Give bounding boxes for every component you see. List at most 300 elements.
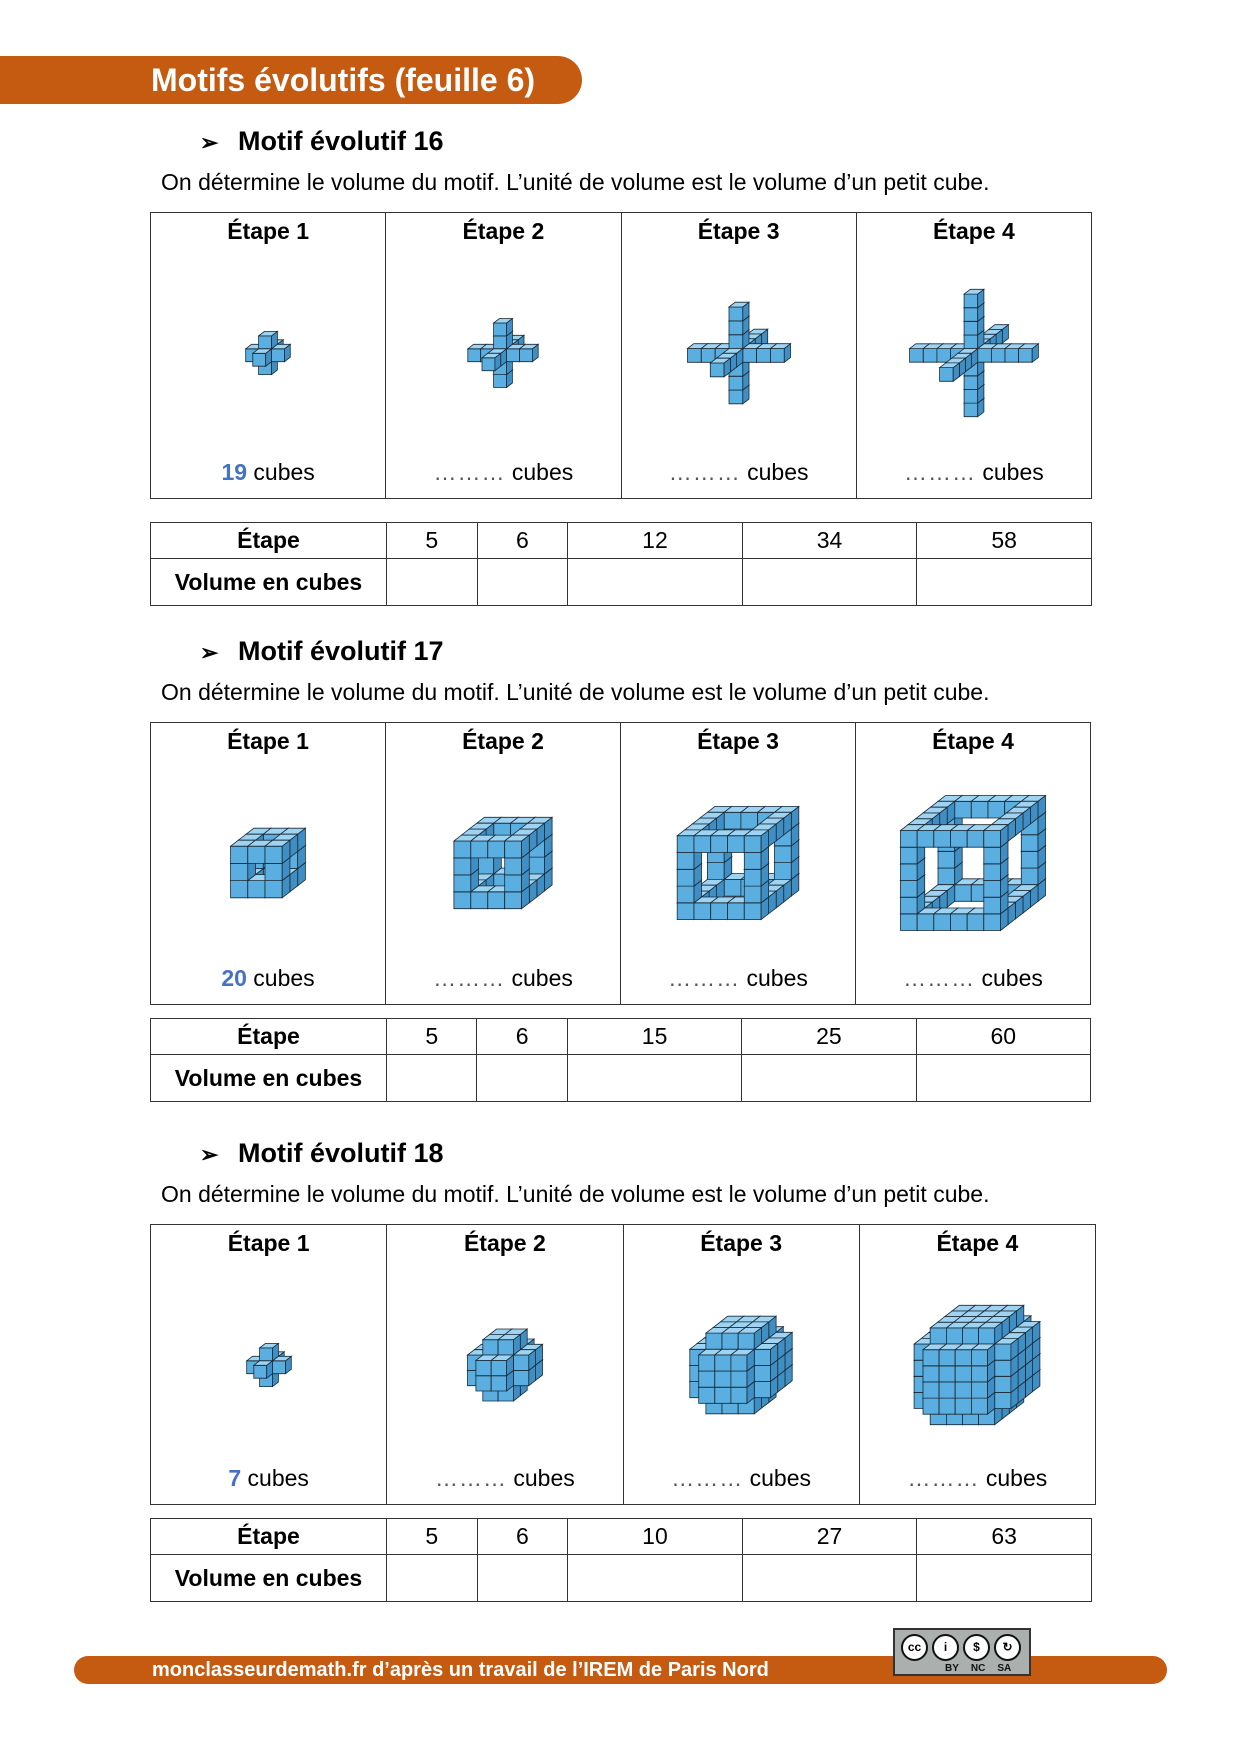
stage-figure <box>624 1265 859 1465</box>
stages-grid <box>150 212 1092 499</box>
cube-face <box>265 863 282 880</box>
cube-face <box>231 863 248 880</box>
volume-table <box>150 1518 1092 1602</box>
cube-face <box>923 1398 939 1414</box>
cube-face <box>988 801 1005 818</box>
volume-answer-cell[interactable] <box>387 559 478 606</box>
volume-answer-cell[interactable] <box>387 1555 478 1602</box>
nc-icon: $ <box>963 1634 990 1661</box>
table-header-etape: Étape <box>151 1019 387 1055</box>
cube-face <box>995 1392 1011 1408</box>
cube-face <box>494 375 507 388</box>
cube-face <box>729 376 743 390</box>
cube-face <box>971 801 988 818</box>
volume-answer-cell[interactable] <box>477 1555 568 1602</box>
cube-face <box>901 914 918 931</box>
stage-count <box>860 1465 1095 1492</box>
cube-ball-icon <box>164 1270 374 1460</box>
cube-face <box>711 903 728 920</box>
stage-count <box>151 459 385 486</box>
cube-face <box>253 1365 266 1378</box>
stage-count <box>622 459 856 486</box>
stage-figure <box>151 763 385 963</box>
count-blank: ……… <box>433 459 506 485</box>
cube-face <box>917 831 934 848</box>
cc-labels <box>945 1663 1011 1674</box>
table-header-volume: Volume en cubes <box>151 1555 387 1602</box>
cube-face <box>984 881 1001 898</box>
cube-face <box>731 1355 747 1371</box>
etape-value: 34 <box>742 523 917 559</box>
count-blank: ……… <box>907 1465 980 1491</box>
cube-face <box>901 831 918 848</box>
stage-title: Étape 3 <box>697 218 780 244</box>
cube-face <box>742 349 756 363</box>
cube-face <box>677 886 694 903</box>
cube-face <box>964 403 978 417</box>
etape-value: 6 <box>477 1519 568 1555</box>
stage-figure <box>856 763 1090 963</box>
cube-face <box>711 836 728 853</box>
cube-face <box>1005 349 1019 363</box>
stage-cell <box>856 723 1090 1004</box>
count-unit: cubes <box>747 459 809 485</box>
cross-3d-icon <box>869 258 1079 448</box>
cube-face <box>731 1387 747 1403</box>
motif-intro: On détermine le volume du motif. L’unité de volume est le volume d’un petit cube. <box>161 1181 990 1207</box>
cube-ball-icon <box>636 1270 846 1460</box>
count-blank: ……… <box>671 1465 744 1491</box>
cube-frame-icon <box>633 768 843 958</box>
license-label-by: BY <box>945 1663 959 1674</box>
cube-face <box>687 349 701 363</box>
license-label-nc: NC <box>970 1663 986 1674</box>
cube-face <box>728 903 745 920</box>
stage-count <box>621 965 855 992</box>
stage-figure <box>386 763 620 963</box>
stage-cell <box>386 723 621 1004</box>
stage-title: Étape 4 <box>936 1230 1019 1256</box>
count-value: 19 <box>221 459 248 485</box>
cube-face <box>724 879 741 896</box>
cube-face <box>984 914 1001 931</box>
volume-answer-cell[interactable] <box>387 1055 477 1102</box>
etape-value: 10 <box>568 1519 743 1555</box>
count-blank: ……… <box>433 965 506 991</box>
cube-face <box>991 349 1005 363</box>
cube-face <box>744 869 761 886</box>
stage-figure <box>151 1265 386 1465</box>
header-bar <box>0 56 582 104</box>
cube-frame-icon <box>398 768 608 958</box>
cube-face <box>744 903 761 920</box>
cube-face <box>498 1340 513 1355</box>
count-blank: ……… <box>903 965 976 991</box>
etape-value: 27 <box>742 1519 917 1555</box>
section-motif-18 <box>0 1136 1241 1591</box>
cube-face <box>729 307 743 321</box>
cube-face <box>984 897 1001 914</box>
cube-face <box>909 349 923 363</box>
stage-title: Étape 4 <box>932 728 1014 754</box>
cube-ball-icon <box>872 1270 1082 1460</box>
cube-face <box>1021 851 1038 868</box>
section-motif-16 <box>0 124 1241 595</box>
cube-face <box>738 1333 754 1349</box>
cube-face <box>468 349 481 362</box>
cube-face <box>454 858 471 875</box>
stage-count <box>151 965 385 992</box>
stage-figure <box>622 253 856 453</box>
arrow-bullet-icon: ➢ <box>200 640 219 665</box>
cube-face <box>770 349 784 363</box>
cube-face <box>964 335 978 349</box>
stage-count <box>386 459 620 486</box>
cube-face <box>938 851 955 868</box>
cube-face <box>972 1366 988 1382</box>
volume-answer-cell[interactable] <box>477 1055 567 1102</box>
cube-face <box>963 1328 979 1344</box>
volume-answer-cell[interactable] <box>568 559 743 606</box>
etape-value: 58 <box>917 523 1092 559</box>
cube-face <box>984 864 1001 881</box>
stage-count <box>856 965 1090 992</box>
cube-face <box>248 881 265 898</box>
cube-face <box>984 847 1001 864</box>
cube-face <box>744 836 761 853</box>
page-title: Motifs évolutifs (feuille 6) <box>151 62 536 98</box>
volume-answer-cell[interactable] <box>477 559 568 606</box>
cube-face <box>972 1350 988 1366</box>
cube-face <box>513 1355 528 1370</box>
cube-face <box>272 349 285 362</box>
volume-answer-cell[interactable] <box>567 1055 741 1102</box>
etape-value: 63 <box>917 1519 1092 1555</box>
cube-face <box>964 376 978 390</box>
table-header-etape: Étape <box>151 523 387 559</box>
cube-face <box>715 1387 731 1403</box>
motif-title <box>200 634 444 668</box>
motif-intro: On détermine le volume du motif. L’unité de volume est le volume d’un petit cube. <box>161 169 990 195</box>
by-icon: i <box>932 1634 959 1661</box>
cube-face <box>677 836 694 853</box>
cube-face <box>694 836 711 853</box>
motif-title-text: Motif évolutif 16 <box>238 126 444 156</box>
cube-face <box>923 1382 939 1398</box>
cube-face <box>259 336 272 349</box>
cube-face <box>934 831 951 848</box>
cube-face <box>931 1328 947 1344</box>
cube-face <box>253 353 266 366</box>
cube-face <box>505 858 522 875</box>
cube-face <box>454 892 471 909</box>
cube-face <box>984 831 1001 848</box>
volume-answer-cell[interactable] <box>917 559 1092 606</box>
cube-face <box>917 914 934 931</box>
etape-value: 5 <box>387 1519 478 1555</box>
cube-face <box>706 1333 722 1349</box>
cube-face <box>938 868 955 885</box>
cube-face <box>775 846 792 863</box>
cc-icon: cc <box>901 1634 928 1661</box>
cube-face <box>454 875 471 892</box>
cube-face <box>488 892 505 909</box>
arrow-bullet-icon: ➢ <box>200 130 219 155</box>
etape-value: 6 <box>477 523 568 559</box>
cube-face <box>491 1376 506 1391</box>
cube-face <box>956 1382 972 1398</box>
cube-face <box>707 863 724 880</box>
cube-face <box>939 1366 955 1382</box>
cube-face <box>995 1344 1011 1360</box>
cube-face <box>699 1387 715 1403</box>
cube-face <box>901 864 918 881</box>
cube-face <box>731 1371 747 1387</box>
cube-face <box>951 914 968 931</box>
cube-face <box>528 857 545 874</box>
etape-value: 5 <box>387 1019 477 1055</box>
cross-3d-icon <box>398 258 608 448</box>
cube-face <box>967 914 984 931</box>
cube-face <box>939 1398 955 1414</box>
cube-face <box>756 349 770 363</box>
cube-face <box>754 1365 770 1381</box>
cross-3d-icon <box>634 258 844 448</box>
cube-face <box>677 853 694 870</box>
stage-cell <box>387 1225 623 1504</box>
volume-answer-cell[interactable] <box>742 1555 917 1602</box>
cube-face <box>956 1350 972 1366</box>
cube-face <box>699 1371 715 1387</box>
cube-face <box>744 853 761 870</box>
stages-grid <box>150 722 1091 1005</box>
stage-title: Étape 1 <box>227 728 309 754</box>
stage-cell <box>151 723 386 1004</box>
cube-face <box>995 1360 1011 1376</box>
arrow-bullet-icon: ➢ <box>200 1142 219 1167</box>
stage-cell <box>860 1225 1095 1504</box>
stages-grid <box>150 1224 1096 1505</box>
cube-face <box>937 349 951 363</box>
count-blank: ……… <box>434 1465 507 1491</box>
volume-answer-cell[interactable] <box>916 1055 1090 1102</box>
cube-face <box>710 363 724 377</box>
count-unit: cubes <box>253 965 315 991</box>
stage-cell <box>857 213 1091 498</box>
cc-by-nc-sa-icon <box>893 1628 1031 1676</box>
stage-title: Étape 2 <box>462 728 544 754</box>
cube-frame-icon <box>163 768 373 958</box>
cube-face <box>724 812 741 829</box>
footer-credit[interactable]: monclasseurdemath.fr d’après un travail de l’IREM de Paris Nord <box>152 1659 769 1681</box>
cube-face <box>513 1370 528 1385</box>
etape-value: 12 <box>568 523 743 559</box>
count-value: 7 <box>228 1465 242 1491</box>
cube-face <box>729 390 743 404</box>
cube-face <box>754 1349 770 1365</box>
stage-cell <box>151 213 386 498</box>
etape-value: 6 <box>477 1019 567 1055</box>
stage-title: Étape 3 <box>697 728 779 754</box>
cube-face <box>901 881 918 898</box>
cube-face <box>729 321 743 335</box>
stage-figure <box>621 763 855 963</box>
count-unit: cubes <box>985 1465 1048 1491</box>
cube-face <box>964 389 978 403</box>
cube-face <box>471 841 488 858</box>
stage-figure <box>151 253 385 453</box>
cube-face <box>505 892 522 909</box>
cube-face <box>939 1350 955 1366</box>
cube-face <box>471 892 488 909</box>
cube-face <box>505 875 522 892</box>
cross-3d-icon <box>163 258 373 448</box>
count-unit: cubes <box>253 459 315 485</box>
count-blank: ……… <box>903 459 976 485</box>
volume-answer-cell[interactable] <box>917 1555 1092 1602</box>
count-value: 20 <box>221 965 247 991</box>
count-unit: cubes <box>749 1465 811 1491</box>
cube-face <box>491 1360 506 1375</box>
cube-face <box>715 1371 731 1387</box>
cube-face <box>677 869 694 886</box>
stage-figure <box>860 1265 1095 1465</box>
cube-face <box>923 1350 939 1366</box>
count-blank: ……… <box>668 459 741 485</box>
count-unit: cubes <box>511 459 574 485</box>
cube-face <box>699 1355 715 1371</box>
volume-answer-cell[interactable] <box>742 1055 916 1102</box>
stage-figure <box>387 1265 622 1465</box>
cube-face <box>741 812 758 829</box>
volume-answer-cell[interactable] <box>568 1555 743 1602</box>
cube-face <box>272 1361 285 1374</box>
count-unit: cubes <box>247 1465 309 1491</box>
cube-face <box>923 1366 939 1382</box>
cube-face <box>956 1398 972 1414</box>
motif-intro: On détermine le volume du motif. L’unité de volume est le volume d’un petit cube. <box>161 679 990 705</box>
stage-cell <box>622 213 857 498</box>
sa-icon: ↻ <box>994 1634 1021 1661</box>
etape-value: 15 <box>567 1019 741 1055</box>
motif-title-text: Motif évolutif 18 <box>238 1138 444 1168</box>
cube-face <box>972 1382 988 1398</box>
table-header-volume: Volume en cubes <box>151 1055 387 1102</box>
count-unit: cubes <box>982 459 1044 485</box>
cube-face <box>507 349 520 362</box>
table-header-etape: Étape <box>151 1519 387 1555</box>
cube-face <box>967 831 984 848</box>
cube-face <box>979 1328 995 1344</box>
cube-face <box>477 857 494 874</box>
cube-face <box>939 368 953 382</box>
cube-face <box>701 349 715 363</box>
stage-figure <box>386 253 620 453</box>
cube-face <box>964 308 978 322</box>
stage-title: Étape 1 <box>227 1230 310 1256</box>
cube-face <box>454 841 471 858</box>
stage-cell <box>624 1225 860 1504</box>
cube-face <box>248 846 265 863</box>
cube-face <box>955 801 972 818</box>
stage-title: Étape 2 <box>462 218 545 244</box>
cube-face <box>901 847 918 864</box>
cube-face <box>972 1398 988 1414</box>
cube-face <box>488 841 505 858</box>
cube-face <box>476 1376 491 1391</box>
cube-face <box>728 836 745 853</box>
stage-title: Étape 1 <box>227 218 310 244</box>
stage-cell <box>386 213 621 498</box>
cube-face <box>722 1333 738 1349</box>
table-header-volume: Volume en cubes <box>151 559 387 606</box>
stage-count <box>857 459 1091 486</box>
stage-figure <box>857 253 1091 453</box>
cube-frame-icon <box>868 768 1078 958</box>
stage-title: Étape 3 <box>700 1230 783 1256</box>
cube-face <box>265 846 282 863</box>
cube-face <box>259 1348 272 1361</box>
etape-value: 25 <box>742 1019 916 1055</box>
cube-face <box>483 1340 498 1355</box>
stage-count <box>387 1465 622 1492</box>
cube-face <box>964 294 978 308</box>
motif-title <box>200 124 444 158</box>
etape-value: 60 <box>916 1019 1090 1055</box>
cube-face <box>978 349 992 363</box>
cube-face <box>955 885 972 902</box>
volume-answer-cell[interactable] <box>742 559 917 606</box>
cube-face <box>901 897 918 914</box>
cube-face <box>265 881 282 898</box>
cube-face <box>1021 835 1038 852</box>
motif-title <box>200 1136 444 1170</box>
motif-title-text: Motif évolutif 17 <box>238 636 444 666</box>
cube-face <box>677 903 694 920</box>
cube-ball-icon <box>400 1270 610 1460</box>
volume-table <box>150 1018 1091 1102</box>
cube-face <box>995 1376 1011 1392</box>
cube-face <box>1021 868 1038 885</box>
cube-face <box>939 1382 955 1398</box>
stage-title: Étape 2 <box>463 1230 546 1256</box>
stage-count <box>624 1465 859 1492</box>
count-unit: cubes <box>511 965 573 991</box>
cube-face <box>694 903 711 920</box>
license-label-sa: SA <box>997 1663 1012 1674</box>
stage-count <box>151 1465 386 1492</box>
stage-cell <box>621 723 856 1004</box>
cube-face <box>476 1360 491 1375</box>
count-unit: cubes <box>981 965 1043 991</box>
count-unit: cubes <box>746 965 808 991</box>
section-motif-17 <box>0 634 1241 1091</box>
cube-face <box>715 1355 731 1371</box>
cube-face <box>934 914 951 931</box>
count-unit: cubes <box>513 1465 575 1491</box>
stage-title: Étape 4 <box>932 218 1015 244</box>
cube-face <box>231 846 248 863</box>
count-blank: ……… <box>668 965 741 991</box>
cube-face <box>956 1366 972 1382</box>
cube-face <box>494 323 507 336</box>
cube-face <box>775 863 792 880</box>
volume-table <box>150 522 1092 606</box>
cube-face <box>947 1328 963 1344</box>
etape-value: 5 <box>387 523 478 559</box>
cube-face <box>951 831 968 848</box>
cube-face <box>231 881 248 898</box>
